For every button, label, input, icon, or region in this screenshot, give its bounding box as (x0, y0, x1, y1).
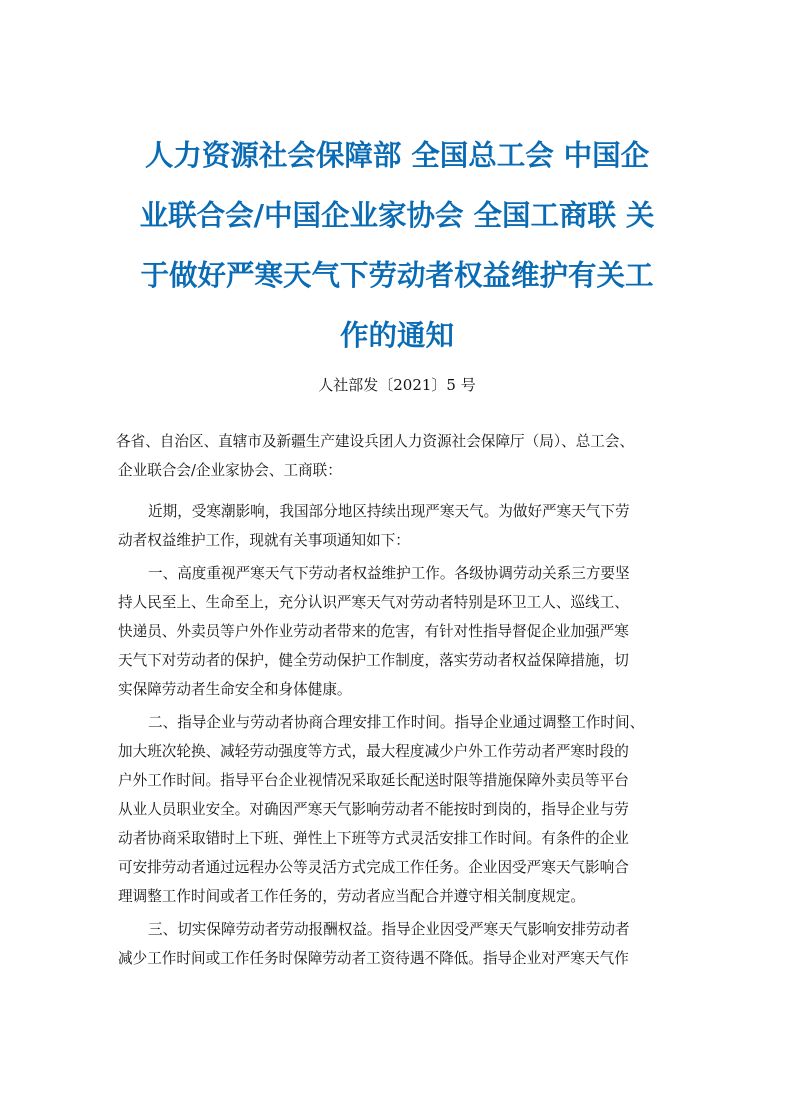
paragraph-line: 户外工作时间。指导平台企业视情况采取延长配送时限等措施保障外卖员等平台 (118, 772, 629, 789)
salutation-line: 企业联合会/企业家协会、工商联： (118, 462, 342, 479)
paragraph-section-3 (118, 915, 688, 973)
document-number: 人社部发〔2021〕5 号 (318, 376, 476, 394)
salutation (118, 427, 688, 485)
document-title-line-4: 作的通知 (339, 319, 454, 352)
paragraph-line: 可安排劳动者通过远程办公等灵活方式完成工作任务。企业因受严寒天气影响合 (118, 859, 629, 876)
paragraph-section-2 (118, 708, 688, 911)
paragraph-line: 理调整工作时间或者工作任务的，劳动者应当配合并遵守相关制度规定。 (118, 888, 586, 905)
paragraph-line: 近期，受寒潮影响，我国部分地区持续出现严寒天气。为做好严寒天气下劳 (148, 503, 630, 520)
document-body (118, 427, 688, 973)
paragraph-line: 动者协商采取错时上下班、弹性上下班等方式灵活安排工作时间。有条件的企业 (118, 830, 629, 847)
paragraph-line: 从业人员职业安全。对确因严寒天气影响劳动者不能按时到岗的，指导企业与劳 (118, 801, 629, 818)
paragraph-line: 减少工作时间或工作任务时保障劳动者工资待遇不降低。指导企业对严寒天气作 (118, 950, 629, 967)
paragraph-line: 实保障劳动者生命安全和身体健康。 (118, 681, 352, 698)
paragraph-line: 动者权益维护工作，现就有关事项通知如下： (118, 532, 410, 549)
document-title-line-2: 业联合会/中国企业家协会 全国工商联 关 (139, 199, 655, 232)
paragraph-intro (118, 497, 688, 555)
paragraph-line: 二、指导企业与劳动者协商合理安排工作时间。指导企业通过调整工作时间、 (148, 714, 645, 731)
paragraph-section-1 (118, 559, 688, 704)
paragraph-line: 天气下对劳动者的保护，健全劳动保护工作制度，落实劳动者权益保障措施，切 (118, 652, 629, 669)
paragraph-line: 加大班次轮换、减轻劳动强度等方式，最大程度减少户外工作劳动者严寒时段的 (118, 743, 629, 760)
document-title-line-3: 于做好严寒天气下劳动者权益维护有关工 (140, 259, 654, 292)
document-title-line-1: 人力资源社会保障部 全国总工会 中国企 (144, 139, 650, 172)
paragraph-line: 持人民至上、生命至上，充分认识严寒天气对劳动者特别是环卫工人、巡线工、 (118, 594, 629, 611)
salutation-line: 各省、自治区、直辖市及新疆生产建设兵团人力资源社会保障厅（局）、总工会、 (116, 433, 635, 450)
paragraph-line: 三、切实保障劳动者劳动报酬权益。指导企业因受严寒天气影响安排劳动者 (148, 921, 630, 938)
paragraph-line: 一、高度重视严寒天气下劳动者权益维护工作。各级协调劳动关系三方要坚 (148, 565, 630, 582)
paragraph-line: 快递员、外卖员等户外作业劳动者带来的危害，有针对性指导督促企业加强严寒 (118, 623, 629, 640)
